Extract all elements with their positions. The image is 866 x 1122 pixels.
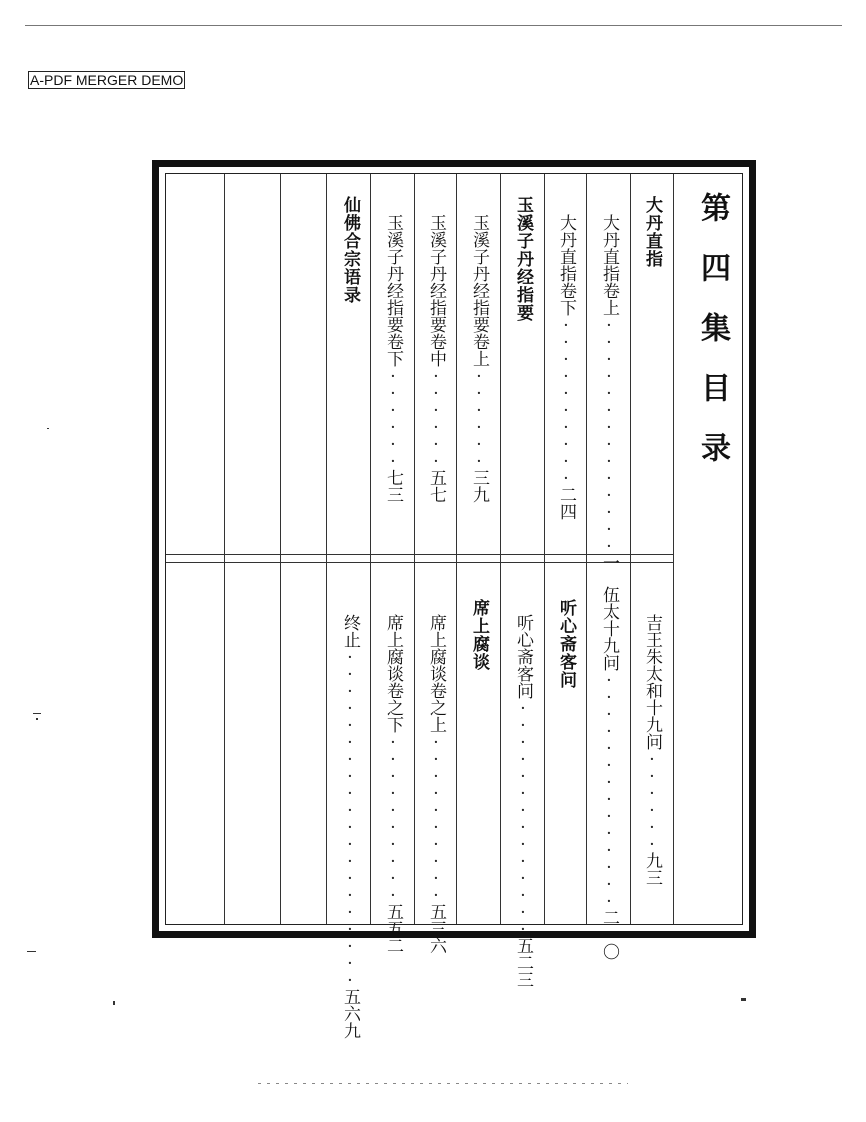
scan-speck [36,718,38,720]
entry-title: 玉溪子丹经指要卷上 [469,214,489,367]
entry-title: 吉王朱太和十九问 [642,614,662,750]
scan-speck [33,713,41,714]
page-number: 五六九 [340,988,360,1039]
top-rule [25,25,842,26]
toc-entry [640,614,665,886]
page-number: 五五二 [383,903,403,954]
column-divider [414,174,415,924]
entry-title: 大丹直指卷下 [556,214,576,316]
toc-entry [381,214,406,503]
toc-entry [424,614,449,954]
toc-entry [511,614,536,988]
leader-dots: ·············· [599,316,619,554]
watermark-label: A-PDF MERGER DEMO [30,72,184,88]
page-number: 五二三 [513,937,533,988]
toc-entry [381,614,406,954]
page-number: 五七 [426,469,446,503]
leader-dots: ······ [383,367,403,469]
column-divider [456,174,457,924]
leader-dots: ···················· [340,648,360,988]
column-divider [224,174,225,924]
section-heading: 玉溪子丹经指要 [513,196,533,322]
toc-entry [554,214,579,520]
column-divider [280,174,281,924]
leader-dots: ······ [426,367,446,469]
toc-entry [338,614,363,1039]
entry-title: 席上腐谈卷之上 [426,614,446,733]
section-heading: 席上腐谈 [469,599,489,671]
page-number: 五三六 [426,903,446,954]
leader-dots: ·············· [513,699,533,937]
scan-speck [47,428,49,429]
leader-dots: ·············· [599,671,619,909]
page-number: 二一〇 [599,909,619,960]
toc-inner-border [165,173,743,1039]
leader-dots: ·········· [556,316,576,486]
leader-dots: ······ [642,750,662,852]
toc-title: 第四集目录 [695,192,730,492]
section-heading: 听心斋客问 [556,599,576,689]
column-divider [673,174,674,924]
entry-title: 大丹直指卷上 [599,214,619,316]
toc-frame [152,160,756,1039]
page-number: 九三 [642,852,662,886]
toc-entry [597,586,622,960]
section-heading: 仙佛合宗语录 [340,196,360,304]
toc-entry [597,214,622,571]
page-number: 三九 [469,469,489,503]
entry-title: 席上腐谈卷之下 [383,614,403,733]
toc-entry [424,214,449,503]
column-divider [630,174,631,924]
page-number: 七三 [383,469,403,503]
entry-title: 玉溪子丹经指要卷中 [426,214,446,367]
leader-dots: ·········· [383,733,403,903]
page-number: 二四 [556,486,576,520]
column-divider [326,174,327,924]
column-divider [500,174,501,924]
entry-title: 终止 [340,614,360,648]
entry-title: 伍太十九问 [599,586,619,671]
toc-entry [467,214,492,503]
scan-speck [27,951,36,952]
leader-dots: ······ [469,367,489,469]
scan-noise-line [258,1083,628,1084]
entry-title: 听心斋客问 [513,614,533,699]
entry-title: 玉溪子丹经指要卷下 [383,214,403,367]
section-heading: 大丹直指 [642,196,662,268]
scan-speck [113,1001,115,1005]
page-number: 一 [599,554,619,571]
column-divider [544,174,545,924]
column-divider [370,174,371,924]
column-divider [586,174,587,924]
leader-dots: ·········· [426,733,446,903]
scan-speck [741,998,746,1001]
